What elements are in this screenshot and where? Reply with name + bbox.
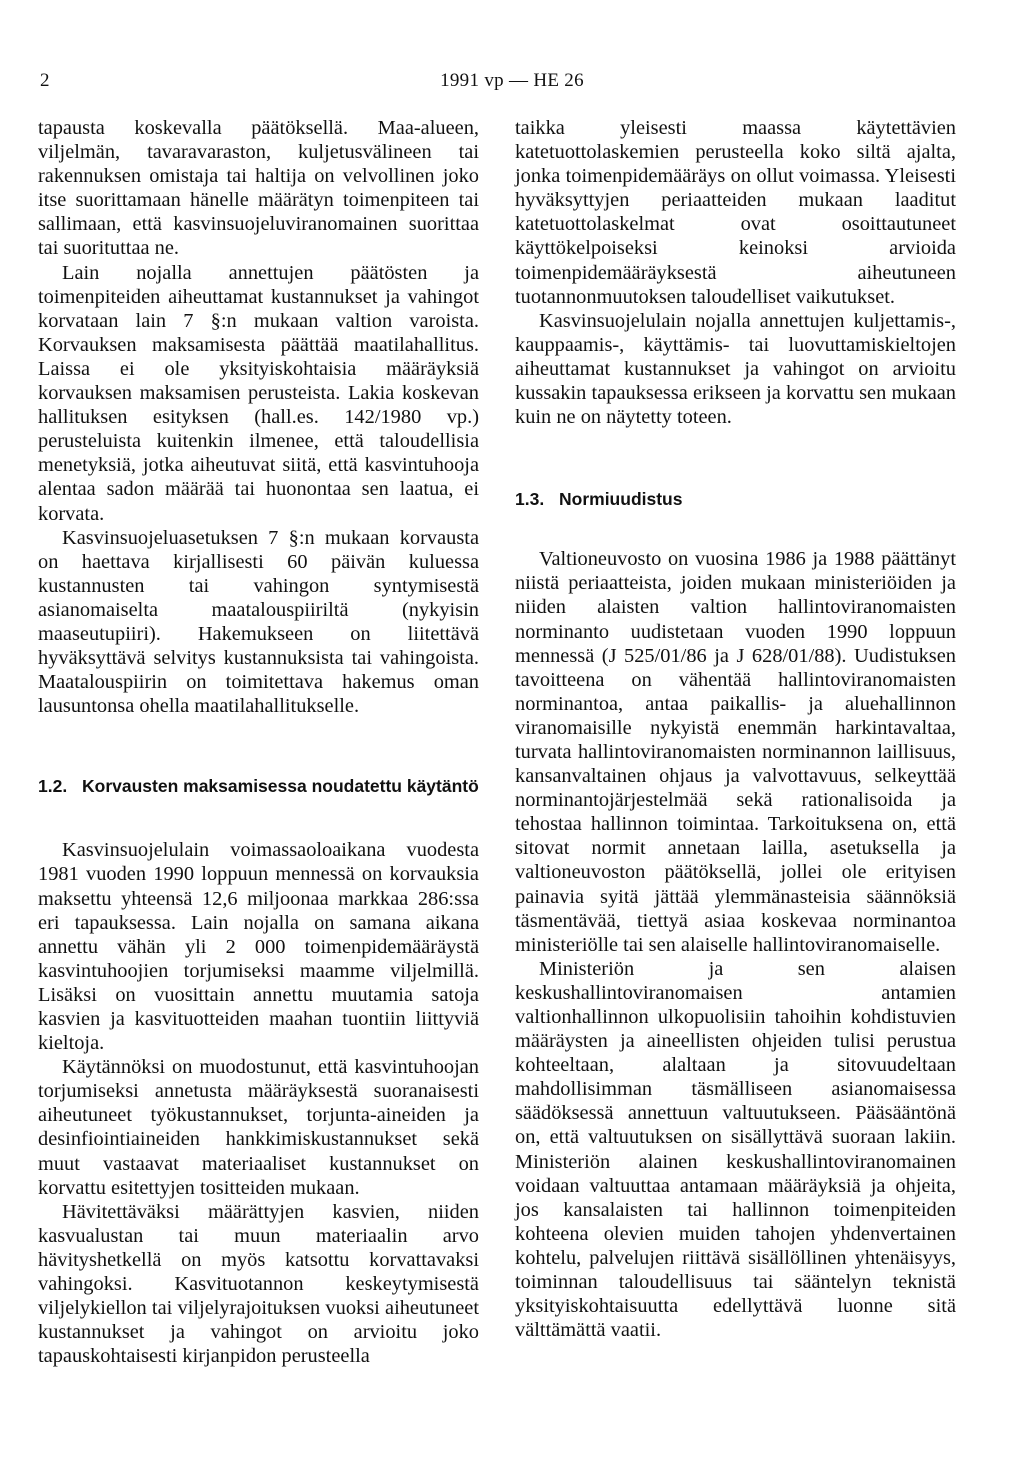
paragraph: Valtioneuvosto on vuosina 1986 ja 1988 päättänyt niistä periaatteista, joiden mukaan ministeriöiden ja niiden alaisten valtion hallintoviranomaisten norminanto uudistetaan vuoden 1990 loppuun mennessä (J 525/01/86 ja J 628/01/88). Uudistuksen tavoitteena on vähentää hallintoviranomaisten norminantoa, antaa paikallis- ja aluehallinnon viranomaisille nykyistä enemmän harkintavaltaa, turvata hallintoviranomaisten norminannon laillisuus, kansanvaltainen ohjaus ja valvottavuus, selkeyttää norminantojärjestelmää sekä rationalisoida ja tehostaa hallinnon toimintaa. Tarkoituksena on, että sitovat normit annetaan lailla, asetuksella ja valtioneuvoston päätöksellä, jollei ole erityisen painavia syitä jättää ylemmänasteisia säännöksiä täsmentävää, tiettyä asiaa koskevaa norminantoa ministeriölle tai sen alaiselle hallintoviranomaiselle.: [515, 548, 956, 956]
section-title: Korvausten maksamisessa noudatettu käytäntö: [82, 776, 479, 797]
paragraph: Hävitettäväksi määrättyjen kasvien, niiden kasvualustan tai muun materiaalin arvo hävityshetkellä on myös katsottu korvattavaksi vahingoksi. Kasvituotannon keskeytymisestä viljelykiellon tai viljelyrajoituksen vuoksi aiheutuneet kustannukset ja vahingot on arvioitu joko tapauskohtaisesti kirjanpidon perusteella: [38, 1200, 479, 1368]
section-number: 1.3.: [515, 489, 545, 510]
section-heading-1-2: [38, 774, 479, 798]
page-header: [0, 70, 1024, 100]
paragraph: tapausta koskevalla päätöksellä. Maa-alueen, viljelmän, tavaravaraston, kuljetusvälineen tai rakennuksen omistaja tai haltija on velvollinen joko itse suorittamaan hänelle määrätyn toimenpiteen tai sallimaan, että kasvinsuojeluviranomainen suorittaa tai suorituttaa ne.: [38, 117, 479, 260]
right-column: [515, 116, 956, 1342]
paragraph: taikka yleisesti maassa käytettävien katetuottolaskemien perusteella koko siltä ajalta, jonka toimenpidemääräys on ollut voimassa. Yleisesti hyväksyttyjen periaatteiden mukaan laaditut katetuottolaskelmat ovat osoittautuneet käyttökelpoiseksi keinoksi arvioida toimenpidemääräyksestä aiheutuneen tuotannonmuutoksen taloudelliset vaikutukset.: [515, 117, 956, 308]
paragraph: Ministeriön ja sen alaisen keskushallintoviranomaisen antamien valtionhallinnon ulkopuolisiin tahoihin kohdistuvien määräysten ja aineellisten ohjeiden tulisi perustua kohteeltaan, alaltaan ja sitovuudeltaan mahdollisimman täsmälliseen asianomaisessa säädöksessä annettuun valtuutukseen. Pääsääntönä on, että valtuutuksen on sisällyttävä suoraan lakiin. Ministeriön alainen keskushallintoviranomainen voidaan valtuuttaa antamaan määräyksiä ja ohjeita, jos kansalaisten tai hallinnon toimenpiteiden kohteena olevien muiden tahojen yhdenvertainen kohtelu, palvelujen riittävä sisällöllinen yhtenäisyys, toiminnan taloudellisuus tai sääntelyn teknistä yksityiskohtaisuutta edellyttävä luonne sitä välttämättä vaatii.: [515, 957, 956, 1342]
section-heading-1-3: [515, 487, 956, 511]
section-title: Normiuudistus: [559, 489, 683, 510]
section-number: 1.2.: [38, 776, 68, 797]
paragraph: Lain nojalla annettujen päätösten ja toimenpiteiden aiheuttamat kustannukset ja vahingot korvataan lain 7 §:n mukaan valtion varoista. Korvauksen maksamisesta päättää maatilahallitus. Laissa ei ole yksityiskohtaisia määräyksiä korvauksen maksamisen perusteista. Lakia koskevan hallituksen esityksen (hall.es. 142/1980 vp.) perusteluista kuitenkin ilmenee, että taloudellisia menetyksiä, jotka aiheutuvat siitä, että kasvintuhooja alentaa sadon määrää tai huonontaa sen laatua, ei korvata.: [38, 261, 479, 525]
paragraph: Käytännöksi on muodostunut, että kasvintuhoojan torjumiseksi annetusta määräyksestä suoranaisesti aiheutuneet työkustannukset, torjunta-aineiden ja desinfiointiaineiden hankkimiskustannukset sekä muut vastaavat materiaaliset kustannukset on korvattu esitettyjen tositteiden mukaan.: [38, 1056, 479, 1199]
left-column: [38, 116, 479, 1368]
paragraph: Kasvinsuojeluasetuksen 7 §:n mukaan korvausta on haettava kirjallisesti 60 päivän kuluessa kustannusten tai vahingon syntymisestä asianomaiselta maatalouspiiriltä (nykyisin maaseutupiiri). Hakemukseen on liitettävä hyväksyttävä selvitys kustannuksista tai vahingoista. Maatalouspiirin on toimitettava hakemus oman lausuntonsa ohella maatilahallitukselle.: [38, 526, 479, 718]
running-head: 1991 vp — HE 26: [440, 70, 584, 91]
paragraph: Kasvinsuojelulain nojalla annettujen kuljettamis-, kauppaamis-, käyttämis- tai luovuttamiskieltojen aiheuttamat kustannukset ja vahingot on arvioitu kussakin tapauksessa erikseen ja korvattu sen mukaan kuin ne on näytetty toteen.: [515, 309, 956, 429]
page-number: 2: [40, 70, 50, 91]
paragraph: Kasvinsuojelulain voimassaoloaikana vuodesta 1981 vuoden 1990 loppuun mennessä on korvauksia maksettu yhteensä 12,6 miljoonaa markkaa 286:ssa eri tapauksessa. Lain nojalla on samana aikana annettu vähän yli 2 000 toimenpidemääräystä kasvintuhoojien torjumiseksi maamme viljelmillä. Lisäksi on vuosittain annettu muutamia satoja kasvien ja kasvituotteiden maahan tuontiin liittyviä kieltoja.: [38, 839, 479, 1055]
